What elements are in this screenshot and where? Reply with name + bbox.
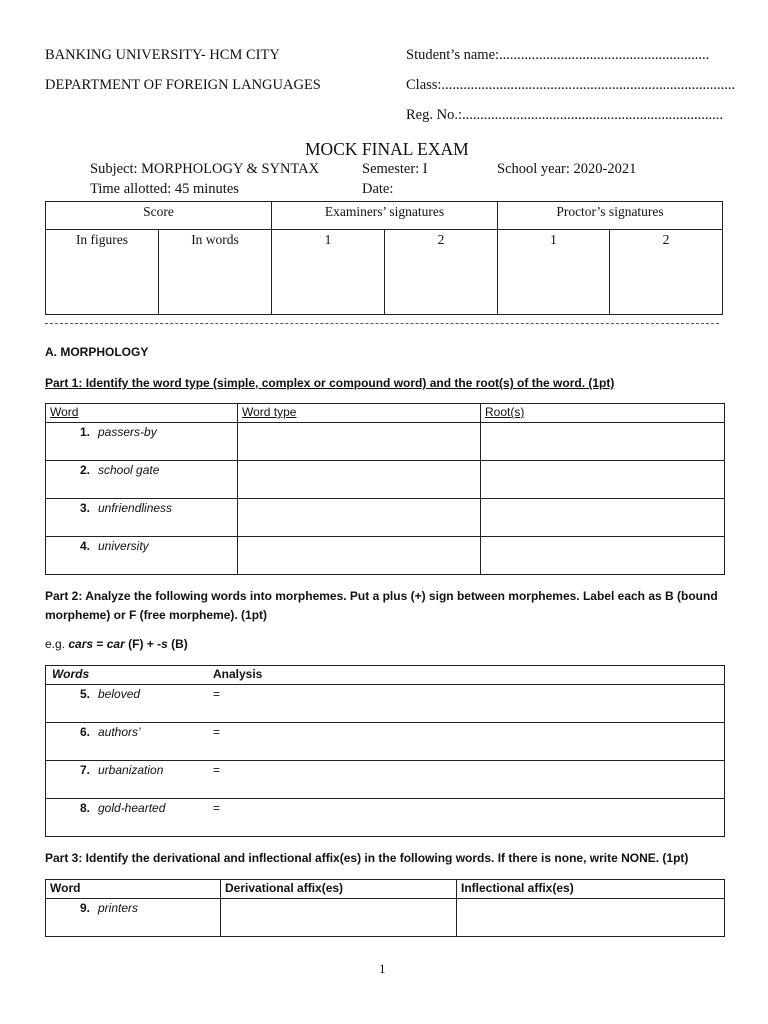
item-word: school gate (98, 463, 160, 477)
page-number: 1 (379, 961, 386, 976)
department-name: DEPARTMENT OF FOREIGN LANGUAGES (45, 77, 321, 93)
school-year: School year: 2020-2021 (497, 161, 637, 177)
answer-cell[interactable] (481, 537, 725, 575)
part2-table (45, 665, 725, 837)
in-words-cell: In words (159, 230, 272, 315)
part1-instruction (45, 374, 614, 393)
table-row (46, 899, 725, 937)
table-row (46, 685, 725, 723)
part2-instruction-line1: Part 2: Analyze the following words into morphemes. Put a plus (+) sign between morphemes. Label each as B (bound (45, 589, 718, 603)
answer-cell[interactable] (238, 461, 481, 499)
item-number: 3. (79, 501, 90, 515)
part2-col-analysis: Analysis (213, 667, 263, 681)
score-table (45, 201, 723, 315)
item-word: passers-by (98, 425, 157, 439)
part1-col-word: Word (46, 404, 238, 423)
subject: Subject: MORPHOLOGY & SYNTAX (90, 161, 320, 177)
answer-cell[interactable] (238, 423, 481, 461)
answer-cell[interactable] (481, 423, 725, 461)
part1-col-type: Word type (238, 404, 481, 423)
table-row (46, 799, 725, 837)
proctor-1-cell: 1 (498, 230, 610, 315)
semester: Semester: I (362, 161, 428, 177)
analysis-equals[interactable]: = (213, 763, 221, 777)
table-row (46, 499, 725, 537)
item-word: university (98, 539, 149, 553)
example-word: cars (68, 637, 94, 651)
part1-col-root: Root(s) (481, 404, 725, 423)
part2-col-words: Words (52, 667, 90, 681)
part2-instruction-line2: morpheme) or F (free morpheme). (1pt) (45, 608, 268, 622)
item-word: gold-hearted (98, 801, 166, 815)
item-number: 6. (79, 725, 90, 739)
examiner-2-cell: 2 (385, 230, 498, 315)
item-word: unfriendliness (98, 501, 173, 515)
divider-line (45, 323, 719, 324)
item-number: 8. (79, 801, 90, 815)
examiners-header: Examiners’ signatures (272, 202, 498, 230)
part2-example (45, 635, 188, 654)
answer-cell[interactable] (221, 899, 457, 937)
item-word: printers (98, 901, 139, 915)
answer-cell[interactable] (481, 461, 725, 499)
time-allotted: Time allotted: 45 minutes (90, 181, 239, 197)
proctor-2-cell: 2 (610, 230, 723, 315)
part3-instruction: Part 3: Identify the derivational and inflectional affix(es) in the following words. If there is none, write NONE. (1pt) (45, 851, 689, 865)
example-f: (F) + (124, 637, 158, 651)
table-row (46, 461, 725, 499)
item-word: urbanization (98, 763, 164, 777)
analysis-equals[interactable]: = (213, 801, 221, 815)
in-figures-cell: In figures (46, 230, 159, 315)
analysis-equals[interactable]: = (213, 687, 221, 701)
answer-cell[interactable] (238, 537, 481, 575)
table-row (46, 723, 725, 761)
class-field: Class:................................................................................. (406, 77, 736, 93)
item-number: 5. (79, 687, 90, 701)
part1-table (45, 403, 725, 575)
examiner-1-cell: 1 (272, 230, 385, 315)
item-word: authors’ (98, 725, 141, 739)
item-number: 1. (79, 425, 90, 439)
answer-cell[interactable] (457, 899, 725, 937)
table-row (46, 537, 725, 575)
part3-col-infl: Inflectional affix(es) (457, 880, 725, 899)
table-row (46, 761, 725, 799)
part1-label: Part 1 (45, 376, 79, 390)
reg-no-field: Reg. No.:........................................................................ (406, 107, 723, 123)
example-b: (B) (167, 637, 188, 651)
item-number: 7. (79, 763, 90, 777)
item-number: 2. (79, 463, 90, 477)
part3-table (45, 879, 725, 937)
example-prefix: e.g. (45, 637, 69, 651)
score-header: Score (46, 202, 272, 230)
item-number: 9. (79, 901, 90, 915)
part3-col-deriv: Derivational affix(es) (221, 880, 457, 899)
answer-cell[interactable] (481, 499, 725, 537)
item-word: beloved (98, 687, 141, 701)
example-eq: = (93, 637, 107, 651)
example-root: car (106, 637, 125, 651)
answer-cell[interactable] (238, 499, 481, 537)
item-number: 4. (79, 539, 90, 553)
student-name-field: Student’s name:.......................................................... (406, 47, 710, 63)
table-row (46, 423, 725, 461)
analysis-equals[interactable]: = (213, 725, 221, 739)
part3-col-word: Word (46, 880, 221, 899)
university-name: BANKING UNIVERSITY- HCM CITY (45, 47, 280, 63)
part1-text: : Identify the word type (simple, complex or compound word) and the root(s) of the word. (1pt) (78, 376, 615, 390)
example-suffix: -s (157, 637, 168, 651)
exam-date: Date: (362, 181, 394, 197)
section-a-heading: A. MORPHOLOGY (45, 345, 149, 359)
exam-title: MOCK FINAL EXAM (305, 139, 469, 159)
proctors-header: Proctor’s signatures (498, 202, 723, 230)
